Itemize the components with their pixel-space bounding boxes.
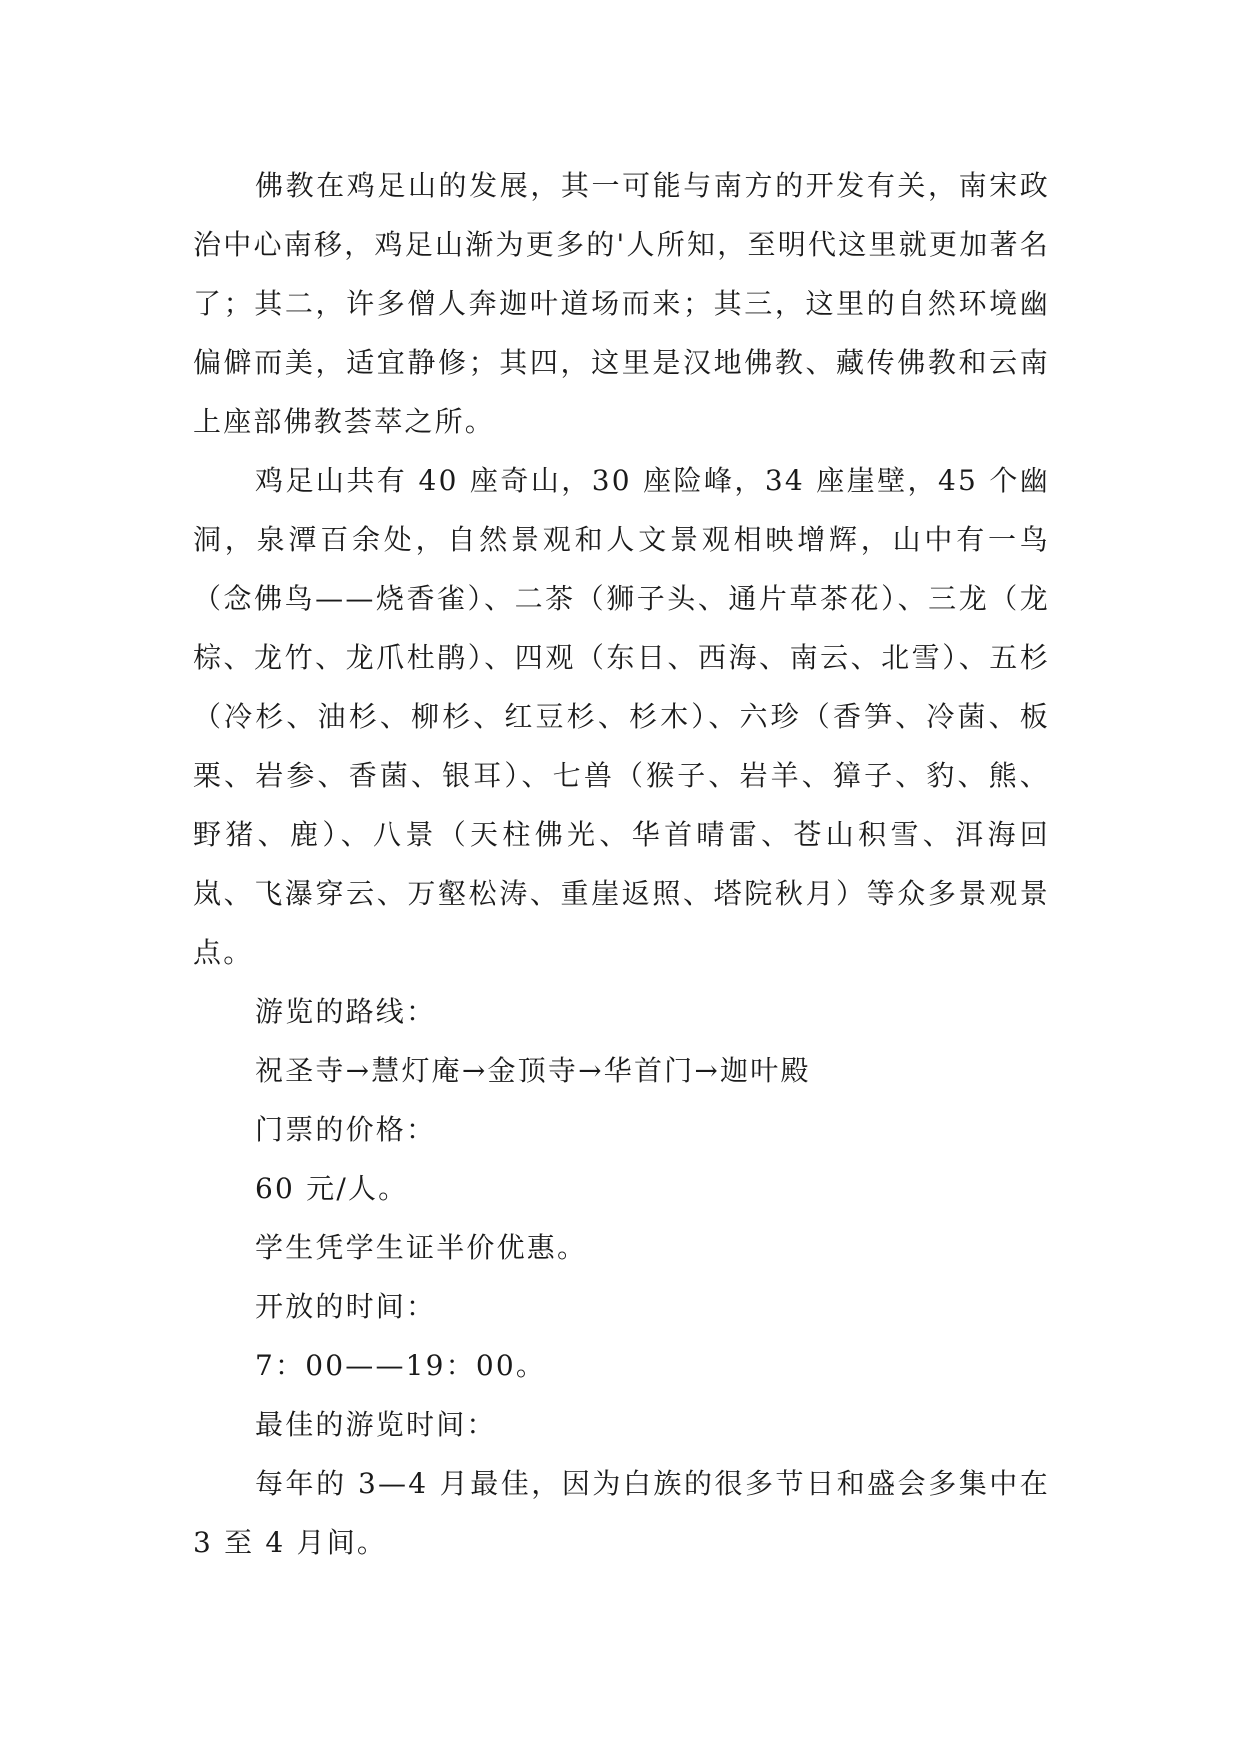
heading-ticket-price: 门票的价格： xyxy=(255,1113,437,1146)
paragraph-buddhism-development: 佛教在鸡足山的发展，其一可能与南方的开发有关，南宋政治中心南移，鸡足山渐为更多的'人所知，至明代这里就更加著名了；其二，许多僧人奔迦叶道场而来；其三，这里的自然环境幽偏僻而美，适宜静修；其四，这里是汉地佛教、藏传佛教和云南上座部佛教荟萃之所。 xyxy=(193,169,1050,438)
paragraph-scenery: 鸡足山共有 40 座奇山，30 座险峰，34 座崖壁，45 个幽洞，泉潭百余处，自然景观和人文景观相映增辉，山中有一鸟（念佛鸟——烧香雀）、二茶（狮子头、通片草茶花）、三龙（龙棕、龙竹、龙爪杜鹃）、四观（东日、西海、南云、北雪）、五杉（冷杉、油杉、柳杉、红豆杉、杉木）、六珍（香笋、冷菌、板栗、岩参、香菌、银耳）、七兽（猴子、岩羊、獐子、豹、熊、野猪、鹿）、八景（天柱佛光、华首晴雷、苍山积雪、洱海回岚、飞瀑穿云、万壑松涛、重崖返照、塔院秋月）等众多景观景点。 xyxy=(193,464,1050,969)
student-discount-text: 学生凭学生证半价优惠。 xyxy=(255,1231,588,1264)
document-body xyxy=(193,156,1050,1572)
heading-best-time: 最佳的游览时间： xyxy=(255,1408,497,1441)
route-text: 祝圣寺→慧灯庵→金顶寺→华首门→迦叶殿 xyxy=(255,1054,811,1087)
opening-hours-text: 7：00——19：00。 xyxy=(255,1349,547,1382)
ticket-price-text: 60 元/人。 xyxy=(255,1172,409,1205)
best-time-text: 每年的 3—4 月最佳，因为白族的很多节日和盛会多集中在 3 至 4 月间。 xyxy=(193,1467,1050,1559)
heading-route: 游览的路线： xyxy=(255,995,437,1028)
heading-opening-hours: 开放的时间： xyxy=(255,1290,437,1323)
